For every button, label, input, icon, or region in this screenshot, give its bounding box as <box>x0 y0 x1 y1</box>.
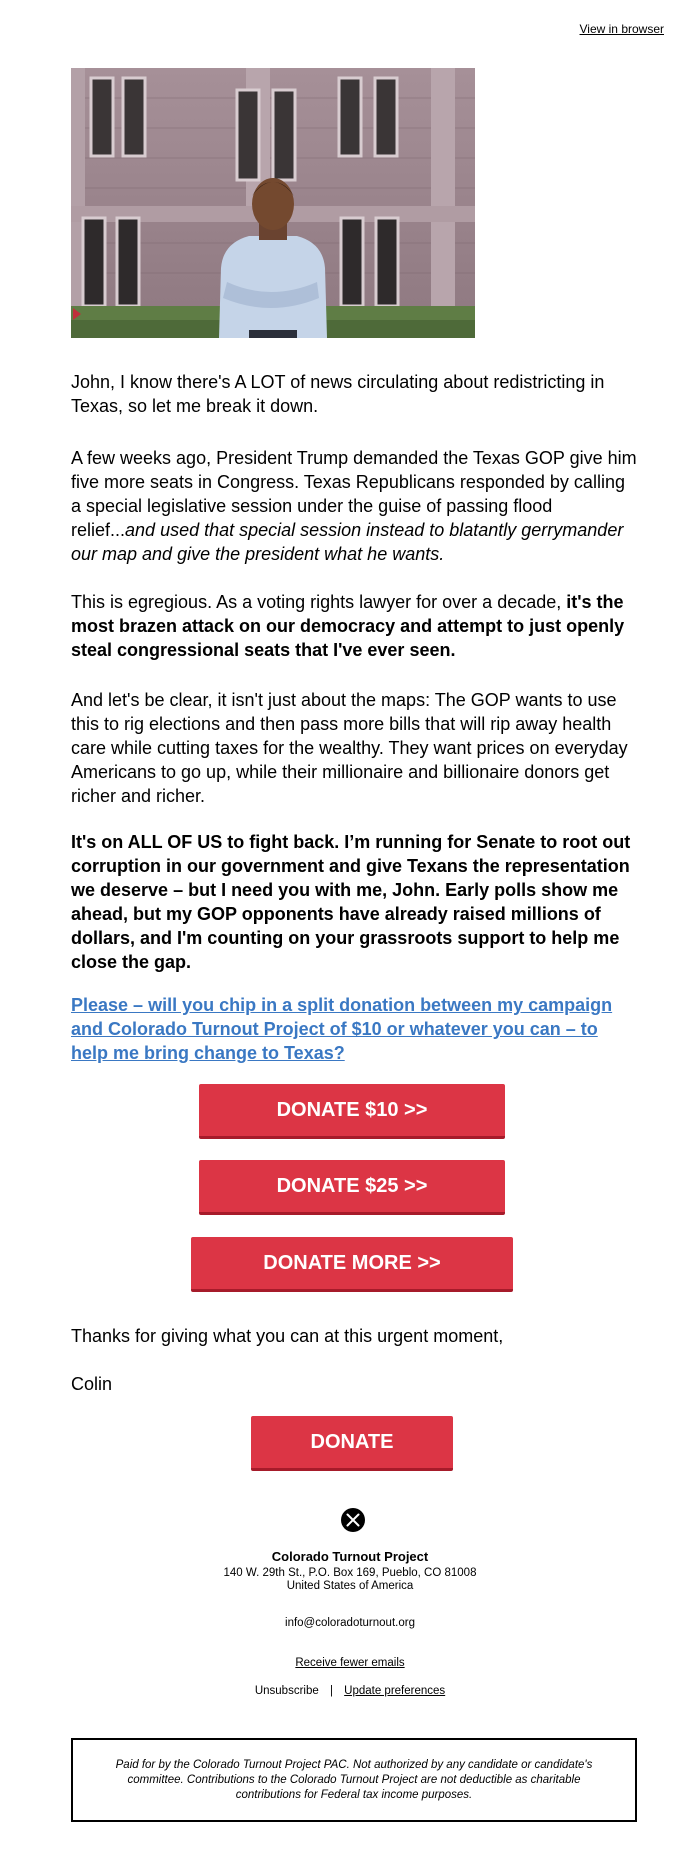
donate-more-button[interactable]: DONATE MORE >> <box>191 1237 513 1292</box>
candidate-photo-icon <box>71 68 475 338</box>
p3-bold-text: it's the most brazen attack on our democracy and attempt to just openly steal congressional seats that I've ever seen. <box>71 592 625 660</box>
view-in-browser-link[interactable]: View in browser <box>579 22 664 36</box>
thanks-line <box>71 1324 639 1348</box>
donate-button[interactable]: DONATE <box>251 1416 453 1471</box>
x-logo-icon <box>346 1513 360 1527</box>
donate-25-button[interactable]: DONATE $25 >> <box>199 1160 505 1215</box>
p5-bold-text: It's on ALL OF US to fight back. I’m running for Senate to root out corruption in our government and give Texans the representation we deserve – but I need you with me, John. Early polls show me ahead, but my GOP opponents have already raised millions of dollars, and I'm counting on your grassroots support to help me close the gap. <box>71 832 631 972</box>
signoff-line <box>71 1372 639 1396</box>
paragraph-4 <box>71 688 639 808</box>
paragraph-2 <box>71 446 639 566</box>
contact-email[interactable]: info@coloradoturnout.org <box>285 1617 415 1629</box>
hero-image <box>71 68 475 338</box>
p2-italic-text: and used that special session instead to blatantly gerrymander our map and give the president what he wants. <box>71 520 624 564</box>
unsubscribe-link[interactable]: Unsubscribe <box>254 1685 319 1697</box>
x-twitter-icon[interactable] <box>341 1508 365 1532</box>
footer-links <box>0 1685 700 1698</box>
ask-paragraph <box>71 993 639 1065</box>
p3-plain-text: This is egregious. As a voting rights lawyer for over a decade, <box>71 592 567 612</box>
link-separator: | <box>329 1685 333 1697</box>
receive-fewer-emails-link[interactable]: Receive fewer emails <box>295 1657 405 1669</box>
disclaimer-box <box>71 1738 637 1822</box>
p4-text: And let's be clear, it isn't just about the maps: The GOP wants to use this to rig elections and then pass more bills that will rip away health care while cutting taxes for the wealthy. They want prices on everyday Americans to go up, while their millionaire and billionaire donors get richer and richer. <box>71 690 628 806</box>
org-name: Colorado Turnout Project <box>271 1549 429 1564</box>
thanks-text: Thanks for giving what you can at this urgent moment, <box>71 1326 504 1346</box>
paragraph-1 <box>71 370 639 418</box>
org-country: United States of America <box>286 1580 414 1592</box>
org-address: 140 W. 29th St., P.O. Box 169, Pueblo, CO 81008 <box>223 1567 477 1579</box>
update-preferences-link[interactable]: Update preferences <box>344 1685 446 1697</box>
paragraph-5 <box>71 830 639 974</box>
p2-plain-text: A few weeks ago, President Trump demanded the Texas GOP give him five more seats in Congress. Texas Republicans responded by calling a special legislative session under the guise of passing flood relief... <box>71 448 637 540</box>
donate-10-button[interactable]: DONATE $10 >> <box>199 1084 505 1139</box>
paragraph-3 <box>71 590 639 662</box>
receive-fewer-wrap <box>0 1657 700 1670</box>
signoff-text: Colin <box>71 1374 113 1394</box>
disclaimer-text: Paid for by the Colorado Turnout Project PAC. Not authorized by any candidate or candidate's committee. Contributions to the Colorado Turnout Project are not deductible as charitable contributions for Federal tax income purposes. <box>115 1758 593 1801</box>
split-donation-link[interactable]: Please – will you chip in a split donation between my campaign and Colorado Turnout Project of $10 or whatever you can – to help me bring change to Texas? <box>71 995 613 1063</box>
intro-text: John, I know there's A LOT of news circulating about redistricting in Texas, so let me break it down. <box>71 372 605 416</box>
